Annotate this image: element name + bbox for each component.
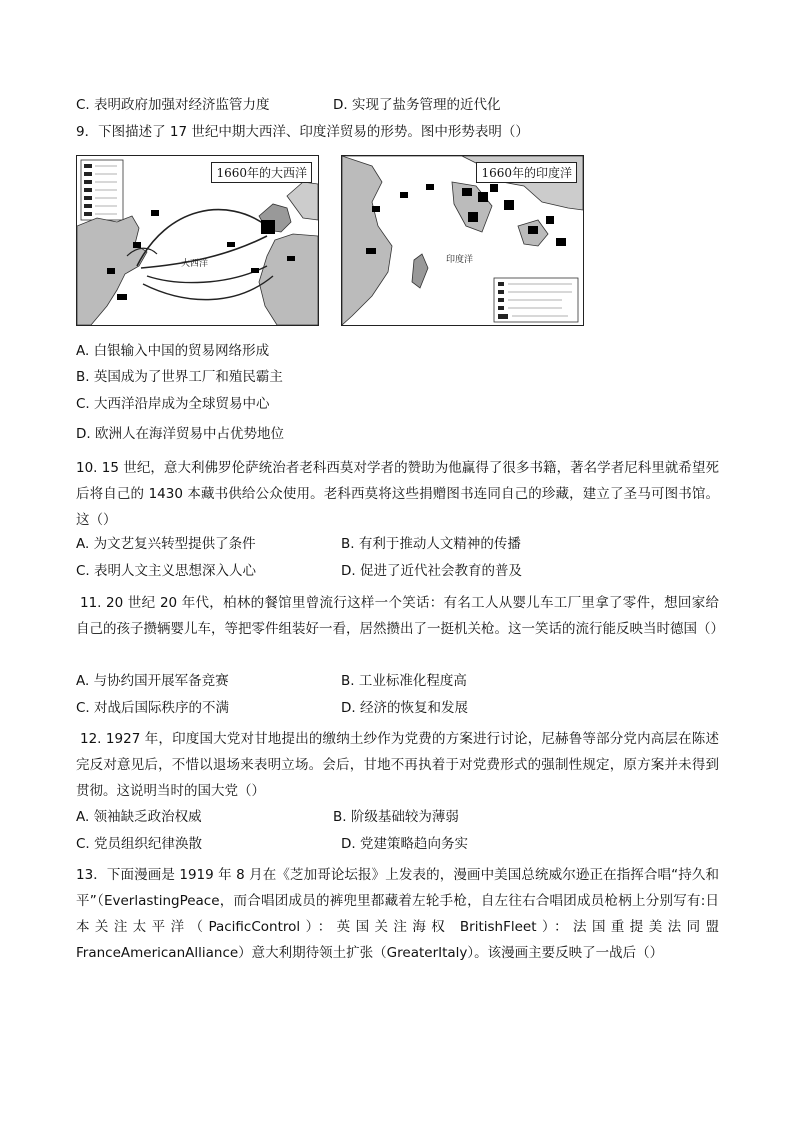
q11-option-a: A. 与协约国开展军备竞赛 xyxy=(76,673,229,689)
q12-option-b: B. 阶级基础较为薄弱 xyxy=(333,809,459,825)
q12-option-d: D. 党建策略趋向务实 xyxy=(341,836,468,852)
q10-option-b: B. 有利于推动人文精神的传播 xyxy=(341,536,521,552)
q9-stem: 9．下图描述了 17 世纪中期大西洋、印度洋贸易的形势。图中形势表明（） xyxy=(76,124,529,140)
q11-option-c: C. 对战后国际秩序的不满 xyxy=(76,700,230,716)
q9-option-c: C. 大西洋沿岸成为全球贸易中心 xyxy=(76,396,270,412)
atlantic-map-figure xyxy=(76,155,319,326)
q10-option-c: C. 表明人文主义思想深入人心 xyxy=(76,563,257,579)
q9-option-b: B. 英国成为了世界工厂和殖民霸主 xyxy=(76,369,283,385)
q13-stem: 13．下面漫画是 1919 年 8 月在《芝加哥论坛报》上发表的，漫画中美国总统威尔逊正在指挥合唱“持久和平”（EverlastingPeace，而合唱团成员的裤兜里都藏着左轮手枪，自左往右合唱团成员枪柄上分别写有:日本关注太平洋（PacificControl）：英国关注海权 BritishFleet）：法国重提美法同盟 FranceAmericanAlliance）意大利期待领土扩张（GreaterItaly）。该漫画主要反映了一战后（） xyxy=(76,867,719,961)
atlantic-map-title: 1660年的大西洋 xyxy=(211,162,312,183)
indian-ocean-label: 印度洋 xyxy=(446,255,474,265)
q10-option-d: D. 促进了近代社会教育的普及 xyxy=(341,563,522,579)
q12-stem: 12. 1927 年，印度国大党对甘地提出的缴纳土纱作为党费的方案进行讨论，尼赫鲁等部分党内高层在陈述完反对意见后，不惜以退场来表明立场。会后，甘地不再执着于对党费形式的强制性规定，原方案并未得到贯彻。这说明当时的国大党（） xyxy=(76,731,719,799)
q9-option-d: D. 欧洲人在海洋贸易中占优势地位 xyxy=(76,426,284,442)
indian-ocean-map-title: 1660年的印度洋 xyxy=(476,162,577,183)
q11-stem: 11. 20 世纪 20 年代，柏林的餐馆里曾流行这样一个笑话：有名工人从婴儿车工厂里拿了零件，想回家给自己的孩子攒辆婴儿车，等把零件组装好一看，居然攒出了一挺机关枪。这一笑话的流行能反映当时德国（） xyxy=(76,595,724,637)
q11-option-d: D. 经济的恢复和发展 xyxy=(341,700,468,716)
q10-stem: 10. 15 世纪，意大利佛罗伦萨统治者老科西莫对学者的赞助为他赢得了很多书籍，著名学者尼科里就希望死后将自己的 1430 本藏书供给公众使用。老科西莫将这些捐赠图书连同自己的珍藏，建立了圣马可图书馆。这（） xyxy=(76,460,719,528)
indian-ocean-map-figure xyxy=(341,155,584,326)
q10-option-a: A. 为文艺复兴转型提供了条件 xyxy=(76,536,256,552)
q12-option-c: C. 党员组织纪律涣散 xyxy=(76,836,203,852)
q12-option-a: A. 领袖缺乏政治权威 xyxy=(76,809,202,825)
atlantic-ocean-label: 大西洋 xyxy=(181,259,209,269)
q8-option-c: C. 表明政府加强对经济监管力度 xyxy=(76,97,270,113)
q11-option-b: B. 工业标准化程度高 xyxy=(341,673,467,689)
q9-option-a: A. 白银输入中国的贸易网络形成 xyxy=(76,343,270,359)
q8-option-d: D. 实现了盐务管理的近代化 xyxy=(333,97,501,113)
